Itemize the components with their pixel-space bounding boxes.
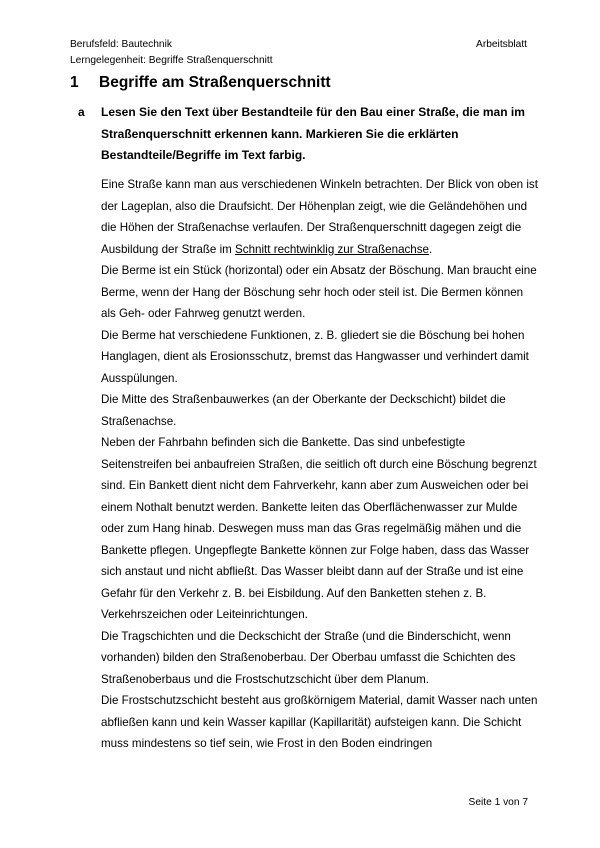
paragraph-strassenachse: Die Mitte des Straßenbauwerkes (an der Oberkante der Deckschicht) bildet die Straßenachse.: [101, 393, 506, 428]
underlined-term: Schnitt rechtwinklig zur Straßenachse: [235, 242, 430, 256]
paragraph-frostschutz: Die Frostschutzschicht besteht aus großkörnigem Material, damit Wasser nach unten abfließen kann und kein Wasser kapillar (Kapillarität) aufsteigen kann. Die Schicht muss mindestens so tief sein, wie Frost in den Boden eindringen: [101, 694, 538, 750]
paragraph-bankette: Neben der Fahrbahn befinden sich die Bankette. Das sind unbefestigte Seitenstreifen bei anbaufreien Straßen, die seitlich oft durch eine Böschung begrenzt sind. Ein Bankett dient nicht dem Fahrverkehr, kann aber zum Ausweichen oder bei einem Nothalt benutzt werden. Bankette leiten das Oberflächenwasser zur Mulde oder zum Hang hinab. Deswegen muss man das Gras regelmäßig mähen und die Bankette pflegen. Ungepflegte Bankette können zur Folge haben, dass das Wasser sich anstaut und nicht abfließt. Das Wasser bleibt dann auf der Straße und ist eine Gefahr für den Verkehr z. B. bei Eisbildung. Auf den Banketten stehen z. B. Verkehrszeichen oder Leiteinrichtungen.: [101, 436, 537, 621]
task-text: Lesen Sie den Text über Bestandteile für den Bau einer Straße, die man im Straßenquerschnitt erkennen kann. Markieren Sie die erklärten Bestandteile/Begriffe im Text farbig.: [101, 105, 525, 162]
paragraph-text: .: [429, 242, 433, 256]
header-situation: Lerngelegenheit: Begriffe Straßenquerschnitt: [70, 55, 273, 66]
paragraph-views: [101, 174, 538, 260]
paragraph-berme-functions: Die Berme hat verschiedene Funktionen, z. B. gliedert sie die Böschung bei hohen Hanglagen, dient als Erosionsschutz, bremst das Hangwasser und verhindert damit Ausspülungen.: [101, 328, 529, 385]
section-heading: [70, 74, 331, 92]
task-letter: a: [78, 105, 85, 119]
paragraph-text: Eine Straße kann man aus verschiedenen Winkeln betrachten. Der Blick von oben ist der Lageplan, also die Draufsicht. Der Höhenplan zeigt, wie die Geländehöhen und die Höhen der Straßenachse verlaufen. Der Straßenquerschnitt dagegen zeigt die Ausbildung der Straße im: [101, 178, 538, 256]
page-number: Seite 1 von 7: [468, 797, 528, 808]
header-document-type: Arbeitsblatt: [476, 39, 527, 50]
section-title: Begriffe am Straßenquerschnitt: [99, 74, 331, 91]
page-header-left: [70, 37, 273, 69]
header-field: Berufsfeld: Bautechnik: [70, 39, 172, 50]
paragraph-berme: Die Berme ist ein Stück (horizontal) oder ein Absatz der Böschung. Man braucht eine Berme, wenn der Hang der Böschung sehr hoch oder steil ist. Die Bermen können als Geh- oder Fahrweg genutzt werden.: [101, 264, 537, 320]
reading-text: [101, 174, 538, 755]
section-number: 1: [70, 74, 79, 91]
paragraph-oberbau: Die Tragschichten und die Deckschicht der Straße (und die Binderschicht, wenn vorhanden) bilden den Straßenoberbau. Der Oberbau umfasst die Schichten des Straßenoberbaus und die Frostschutzschicht über dem Planum.: [101, 629, 516, 686]
task-instruction: [78, 102, 538, 167]
